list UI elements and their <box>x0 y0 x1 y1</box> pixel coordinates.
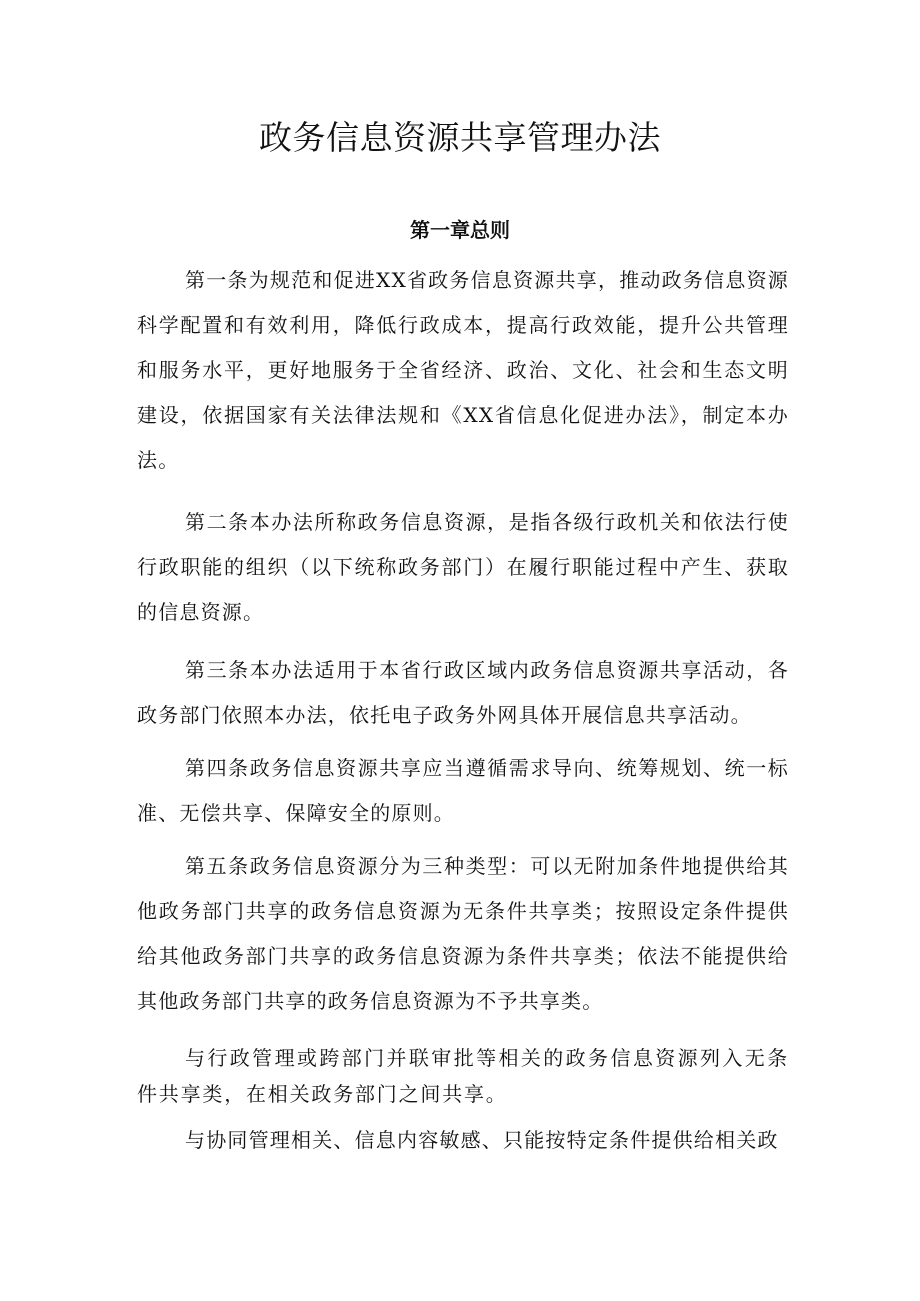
article-5-paragraph: 第五条政务信息资源分为三种类型：可以无附加条件地提供给其他政务部门共享的政务信息资源为无条件共享类；按照设定条件提供给其他政务部门共享的政务信息资源为条件共享类；依法不能提供给其他政务部门共享的政务信息资源为不予共享类。 <box>137 854 789 1013</box>
article-4-paragraph: 第四条政务信息资源共享应当遵循需求导向、统筹规划、统一标准、无偿共享、保障安全的原则。 <box>137 756 789 825</box>
article-5-continuation-paragraph: 与行政管理或跨部门并联审批等相关的政务信息资源列入无条件共享类，在相关政务部门之间共享。 <box>137 1046 789 1106</box>
article-2-paragraph: 第二条本办法所称政务信息资源，是指各级行政机关和依法行使行政职能的组织（以下统称政务部门）在履行职能过程中产生、获取的信息资源。 <box>137 510 789 624</box>
article-3-paragraph: 第三条本办法适用于本省行政区域内政务信息资源共享活动，各政务部门依照本办法，依托电子政务外网具体开展信息共享活动。 <box>137 658 789 727</box>
document-title: 政务信息资源共享管理办法 <box>259 118 661 157</box>
article-5-continuation-paragraph-2: 与协同管理相关、信息内容敏感、只能按特定条件提供给相关政 <box>185 1128 779 1152</box>
article-1-paragraph: 第一条为规范和促进XX省政务信息资源共享，推动政务信息资源科学配置和有效利用，降低行政成本，提高行政效能，提升公共管理和服务水平，更好地服务于全省经济、政治、文化、社会和生态文明建设，依据国家有关法律法规和《XX省信息化促进办法》，制定本办法。 <box>137 268 789 472</box>
chapter-heading: 第一章总则 <box>410 218 510 242</box>
